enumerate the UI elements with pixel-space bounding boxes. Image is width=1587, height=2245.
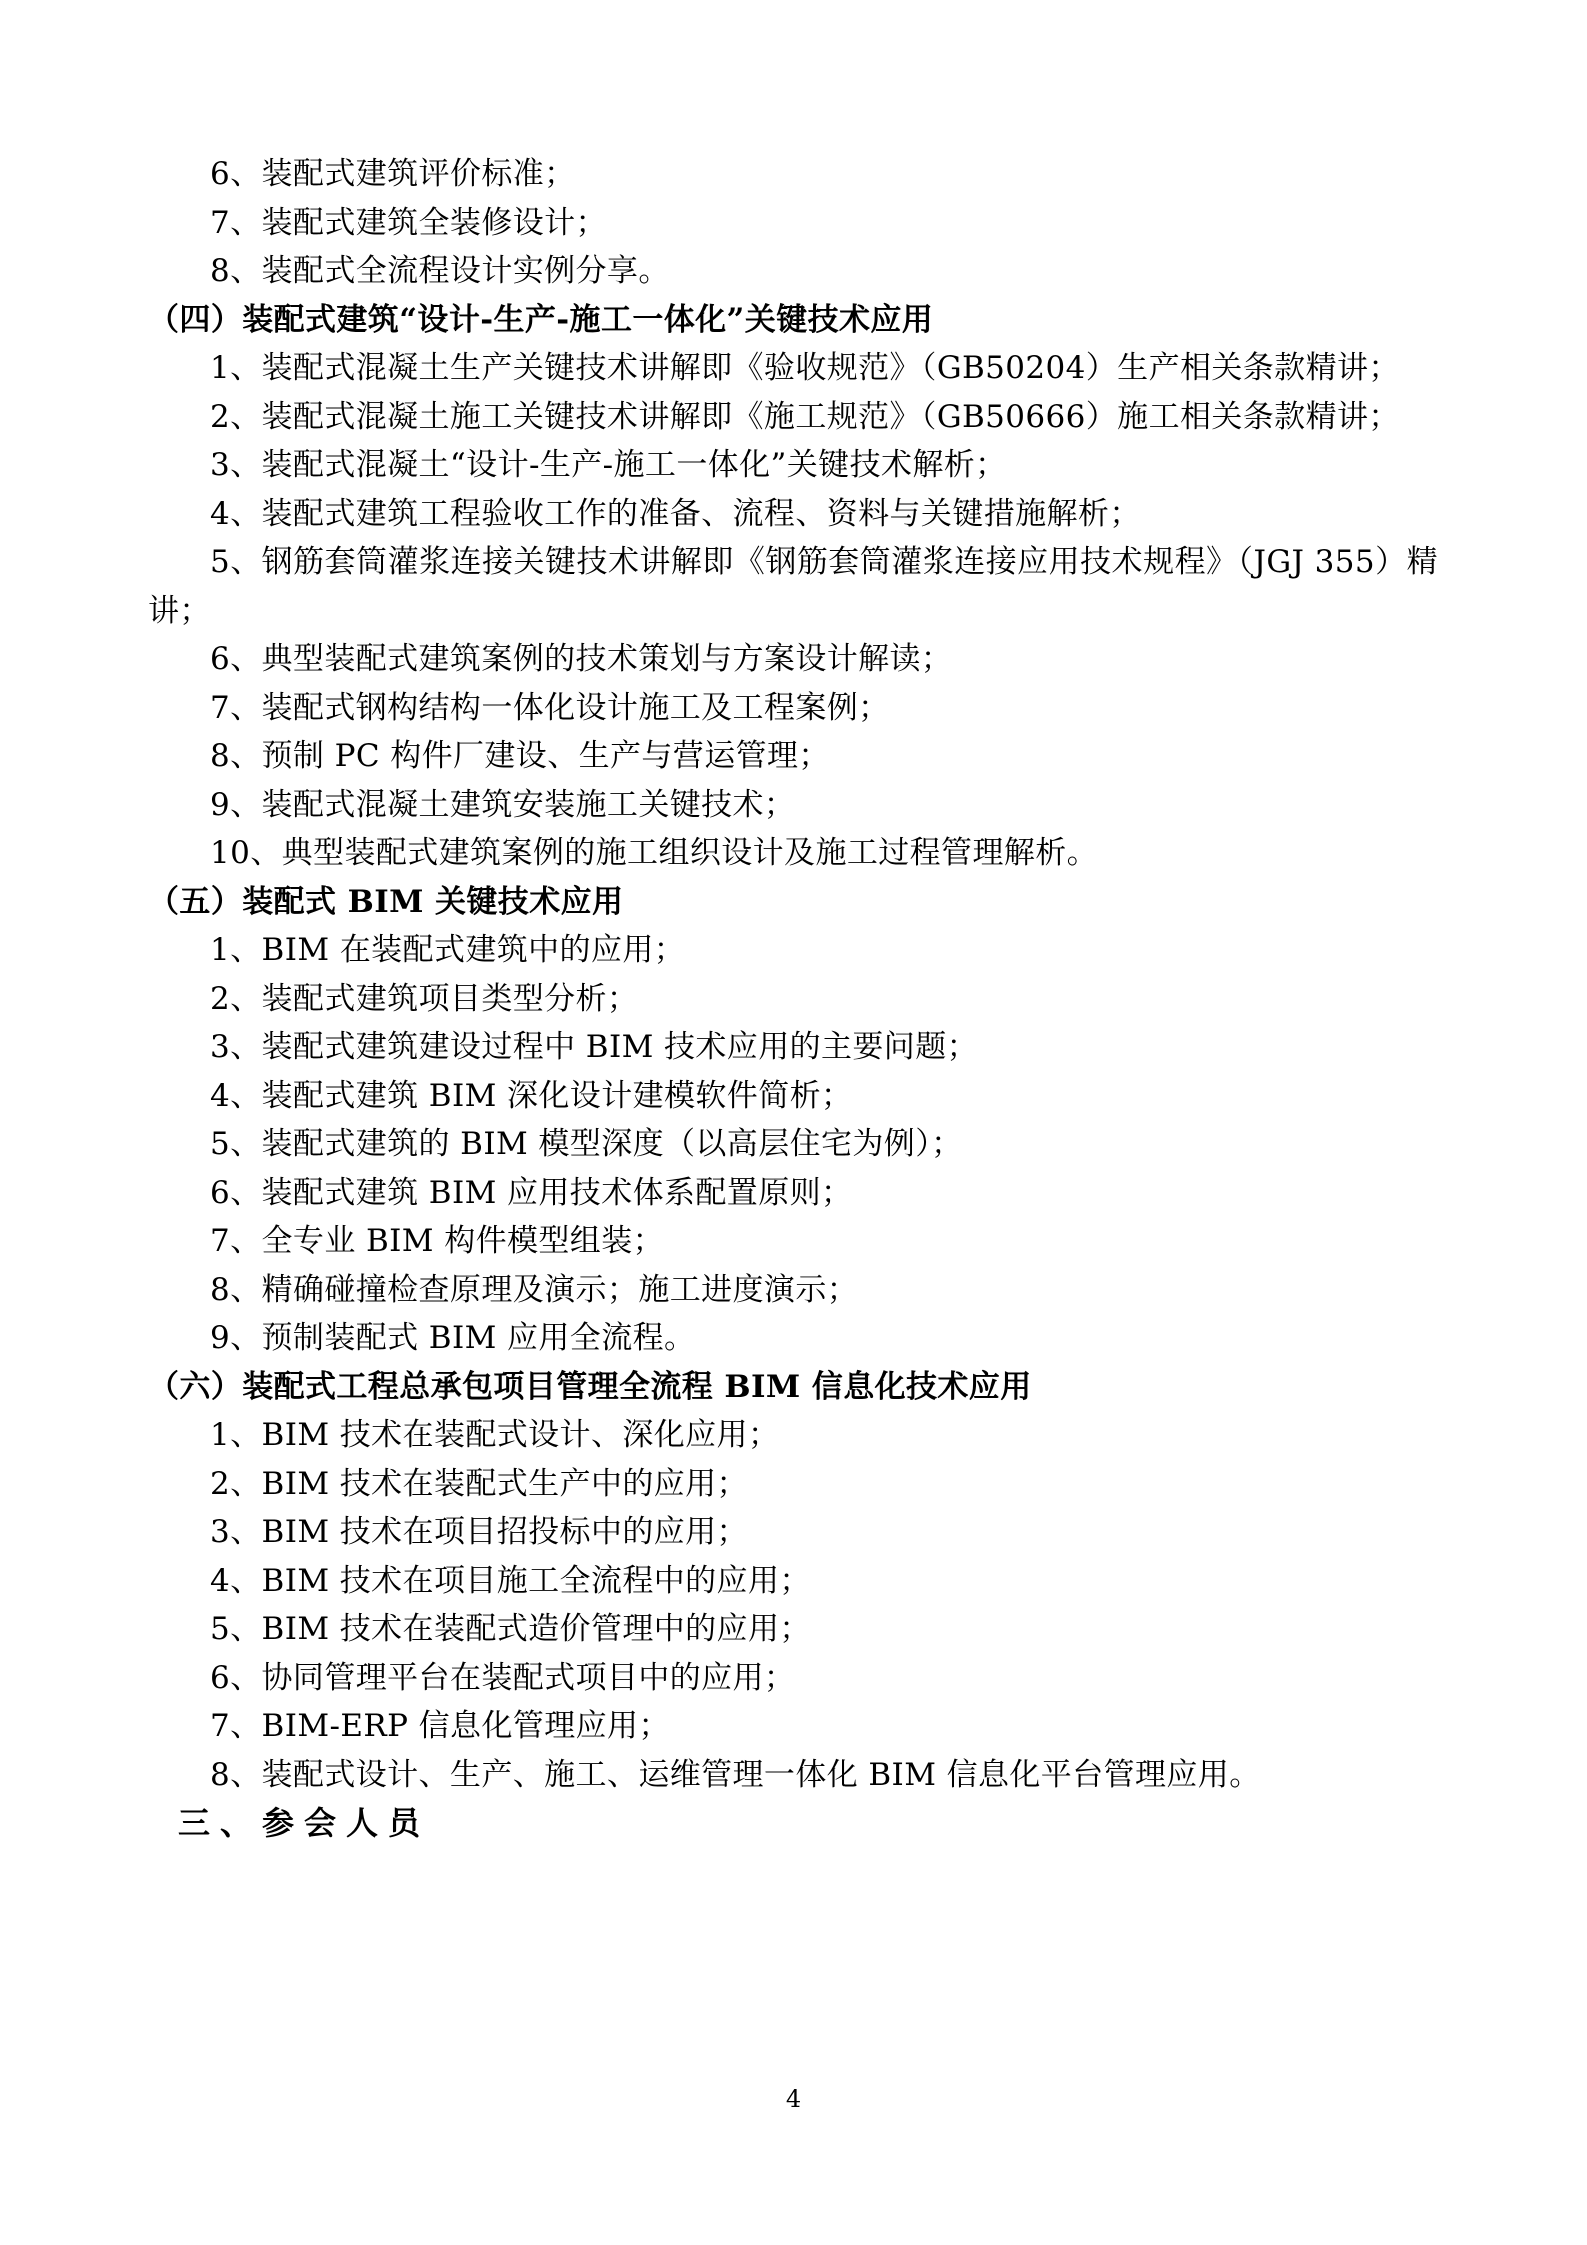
list-item: 6、协同管理平台在装配式项目中的应用； [210, 1659, 796, 1696]
list-item: 3、装配式建筑建设过程中 BIM 技术应用的主要问题； [210, 1029, 978, 1065]
section-title-attendees: 三、参会人员 [178, 1804, 431, 1842]
list-item: 7、BIM-ERP 信息化管理应用； [210, 1708, 670, 1744]
list-item: 5、BIM 技术在装配式造价管理中的应用； [210, 1611, 811, 1647]
page-number: 4 [785, 2085, 802, 2113]
list-item: 6、典型装配式建筑案例的技术策划与方案设计解读； [210, 641, 953, 677]
list-item: 5、装配式建筑的 BIM 模型深度（以高层住宅为例）； [210, 1126, 963, 1162]
list-item: 8、装配式设计、生产、施工、运维管理一体化 BIM 信息化平台管理应用。 [210, 1756, 1261, 1793]
list-item: 7、装配式建筑全装修设计； [210, 204, 607, 241]
list-item: 9、装配式混凝土建筑安装施工关键技术； [210, 786, 796, 823]
list-item: 8、精确碰撞检查原理及演示；施工进度演示； [210, 1271, 859, 1308]
list-item: 1、BIM 技术在装配式设计、深化应用； [210, 1417, 780, 1453]
list-item: 4、BIM 技术在项目施工全流程中的应用； [210, 1562, 811, 1599]
list-item: 2、装配式建筑项目类型分析； [210, 980, 639, 1017]
list-item: 1、装配式混凝土生产关键技术讲解即《验收规范》（GB50204）生产相关条款精讲； [210, 350, 1400, 386]
list-item: 2、装配式混凝土施工关键技术讲解即《施工规范》（GB50666）施工相关条款精讲； [210, 398, 1400, 435]
section-heading-four: （四）装配式建筑“设计-生产-施工一体化”关键技术应用 [148, 301, 934, 338]
list-item: 6、装配式建筑评价标准； [210, 156, 576, 192]
section-heading-six: （六）装配式工程总承包项目管理全流程 BIM 信息化技术应用 [148, 1368, 1032, 1405]
list-item: 8、预制 PC 构件厂建设、生产与营运管理； [210, 738, 830, 774]
list-item: 1、BIM 在装配式建筑中的应用； [210, 932, 686, 968]
section-heading-five: （五）装配式 BIM 关键技术应用 [148, 883, 624, 920]
list-item: 4、装配式建筑 BIM 深化设计建模软件简析； [210, 1077, 853, 1114]
list-item: 10、典型装配式建筑案例的施工组织设计及施工过程管理解析。 [210, 835, 1099, 871]
list-item: 7、装配式钢构结构一体化设计施工及工程案例； [210, 689, 890, 726]
list-item: 8、装配式全流程设计实例分享。 [210, 253, 670, 289]
list-item: 2、BIM 技术在装配式生产中的应用； [210, 1465, 748, 1502]
list-item: 3、装配式混凝土“设计-生产-施工一体化”关键技术解析； [210, 447, 1007, 483]
list-item: 5、钢筋套筒灌浆连接关键技术讲解即《钢筋套筒灌浆连接应用技术规程》（JGJ 355）精讲； [148, 544, 1438, 629]
document-body [148, 150, 1438, 1848]
list-item: 3、BIM 技术在项目招投标中的应用； [210, 1514, 748, 1550]
list-item: 9、预制装配式 BIM 应用全流程。 [210, 1320, 696, 1356]
list-item: 6、装配式建筑 BIM 应用技术体系配置原则； [210, 1174, 853, 1211]
list-item: 7、全专业 BIM 构件模型组装； [210, 1223, 664, 1259]
list-item: 4、装配式建筑工程验收工作的准备、流程、资料与关键措施解析； [210, 495, 1141, 532]
